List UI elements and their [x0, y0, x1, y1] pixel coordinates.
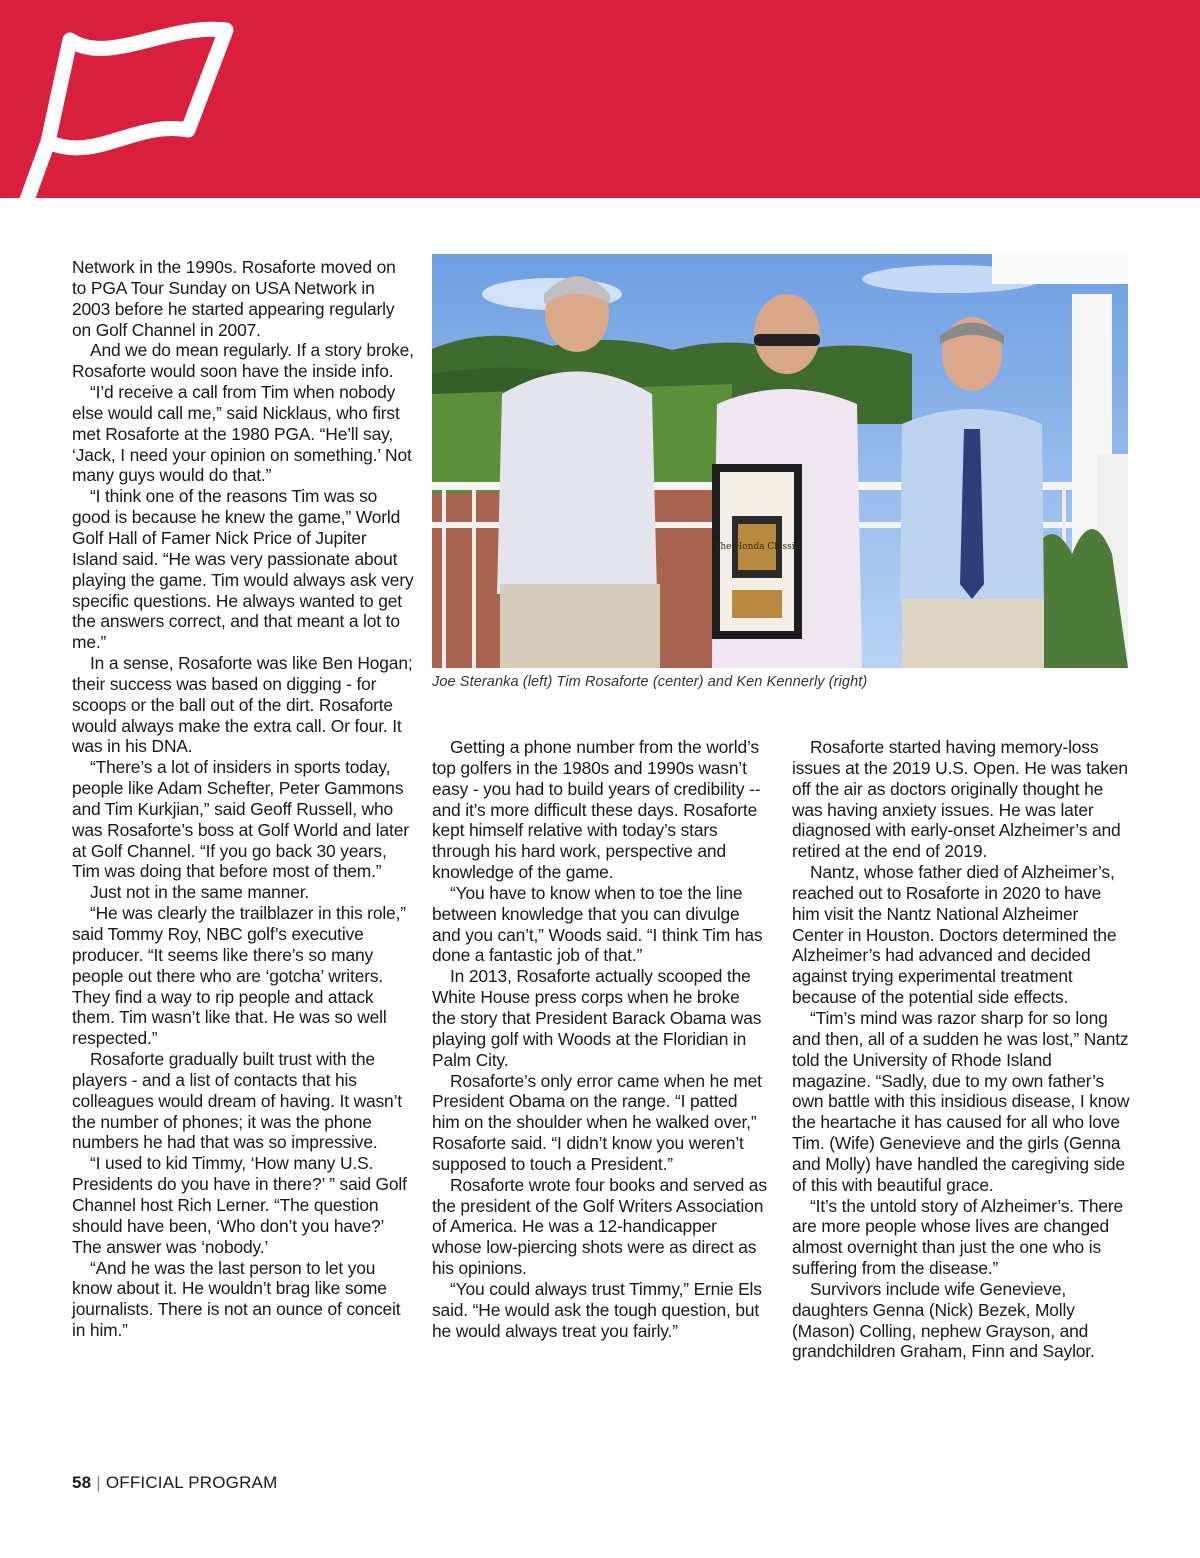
article-column-3 [792, 737, 1132, 1362]
article-paragraph: “He was clearly the trailblazer in this role,” said Tommy Roy, NBC golf’s executive producer. “It seems like there’s so many people out there who are ‘gotcha’ writers. They find a way to rip people and attack them. Tim wasn’t like that. He was so well respected.” [72, 903, 406, 1049]
article-paragraph: In a sense, Rosaforte was like Ben Hogan; their success was based on digging - for scoops or the ball out of the dirt. Rosaforte would always make the extra call. Or four. It was in his DNA. [72, 653, 413, 757]
page-number: 58 [72, 1473, 92, 1492]
article-paragraph: Survivors include wife Genevieve, daughters Genna (Nick) Bezek, Molly (Mason) Colling, nephew Grayson, and grandchildren Graham, Finn and Saylor. [792, 1278, 1095, 1362]
article-paragraph: “There’s a lot of insiders in sports today, people like Adam Schefter, Peter Gammons and Tim Kurkjian,” said Geoff Russell, who was Rosaforte’s boss at Golf World and later at Golf Channel. “If you go back 30 years, Tim was doing that before most of them.” [72, 757, 409, 882]
article-paragraph: Rosaforte wrote four books and served as the president of the Golf Writers Association of America. He was a 12-handicapper whose low-piercing shots were as direct as his opinions. [432, 1174, 767, 1279]
photo-caption: Joe Steranka (left) Tim Rosaforte (center) and Ken Kennerly (right) [432, 674, 868, 690]
article-paragraph: Rosaforte gradually built trust with the players - and a list of contacts that his colleagues would dream of having. It wasn’t the number of phones; it was the phone numbers he had that was so impressive. [72, 1049, 402, 1153]
flag-icon [18, 18, 248, 208]
article-paragraph: “I think one of the reasons Tim was so good is because he knew the game,” World Golf Hall of Famer Nick Price of Jupiter Island said. “He was very passionate about playing the game. Tim would always ask very specific questions. He always wanted to get the answers correct, and that meant a lot to me.” [72, 486, 414, 653]
article-paragraph: “I used to kid Timmy, ‘How many U.S. Presidents do you have in there?’ ” said Golf Channel host Rich Lerner. “The question should have been, ‘Who don’t you have?’ The answer was ‘nobody.’ [72, 1153, 407, 1257]
article-paragraph: Nantz, whose father died of Alzheimer’s, reached out to Rosaforte in 2020 to have him visit the Nantz National Alzheimer Center in Houston. Doctors determined the Alzheimer’s had advanced and decided against trying experimental treatment because of the potential side effects. [792, 862, 1117, 1008]
article-paragraph: In 2013, Rosaforte actually scooped the White House press corps when he broke the story that President Barack Obama was playing golf with Woods at the Floridian in Palm City. [432, 966, 762, 1070]
article-paragraph: “You could always trust Timmy,” Ernie Els said. “He would ask the tough question, but he would always treat you fairly.” [432, 1278, 762, 1341]
article-paragraph: “You have to know when to toe the line between knowledge that you can divulge and you can’t,” Woods said. “I think Tim has done a fantastic job of that.” [432, 882, 763, 966]
article-paragraph: “Tim’s mind was razor sharp for so long and then, all of a sudden he was lost,” Nantz told the University of Rhode Island magazine. “Sadly, due to my own father’s own battle with this insidious disease, I know the heartache it has caused for all who love Tim. (Wife) Genevieve and the girls (Genna and Molly) have handled the caregiving side of this with beautiful grace. [792, 1007, 1130, 1195]
article-photo [432, 254, 1128, 668]
page-footer [72, 1473, 277, 1493]
footer-separator: | [96, 1473, 101, 1492]
article-paragraph: And we do mean regularly. If a story broke, Rosaforte would soon have the inside info. [72, 340, 414, 382]
photo-illustration [432, 254, 1128, 668]
article-paragraph: Getting a phone number from the world’s top golfers in the 1980s and 1990s wasn’t easy - you had to build years of credibility -- and it’s more difficult these days. Rosaforte kept himself relative with today’s stars through his hard work, perspective and knowledge of the game. [432, 737, 761, 883]
plaque-text: The Honda Classic [714, 542, 800, 552]
article-column-1 [72, 257, 414, 1341]
article-paragraph: “I’d receive a call from Tim when nobody else would call me,” said Nicklaus, who first met Rosaforte at the 1980 PGA. “He’ll say, ‘Jack, I need your opinion on something.’ Not many guys would do that.” [72, 382, 412, 486]
article-column-2 [432, 737, 767, 1341]
article-paragraph: “It’s the untold story of Alzheimer’s. There are more people whose lives are changed almost overnight than just the one who is suffering from the disease.” [792, 1195, 1124, 1279]
publication-name: OFFICIAL PROGRAM [105, 1473, 278, 1492]
article-paragraph: Just not in the same manner. [90, 882, 310, 903]
article-paragraph: Network in the 1990s. Rosaforte moved on to PGA Tour Sunday on USA Network in 2003 before he started appearing regularly on Golf Channel in 2007. [72, 257, 396, 340]
article-paragraph: Rosaforte started having memory-loss issues at the 2019 U.S. Open. He was taken off the air as doctors originally thought he was having anxiety issues. He was later diagnosed with early-onset Alzheimer’s and retired at the end of 2019. [792, 737, 1128, 862]
article-paragraph: “And he was the last person to let you know about it. He wouldn’t brag like some journalists. There is not an ounce of conceit in him.” [72, 1257, 401, 1341]
article-paragraph: Rosaforte’s only error came when he met President Obama on the range. “I patted him on the shoulder when he walked over,” Rosaforte said. “I didn’t know you weren’t supposed to touch a President.” [432, 1070, 762, 1174]
